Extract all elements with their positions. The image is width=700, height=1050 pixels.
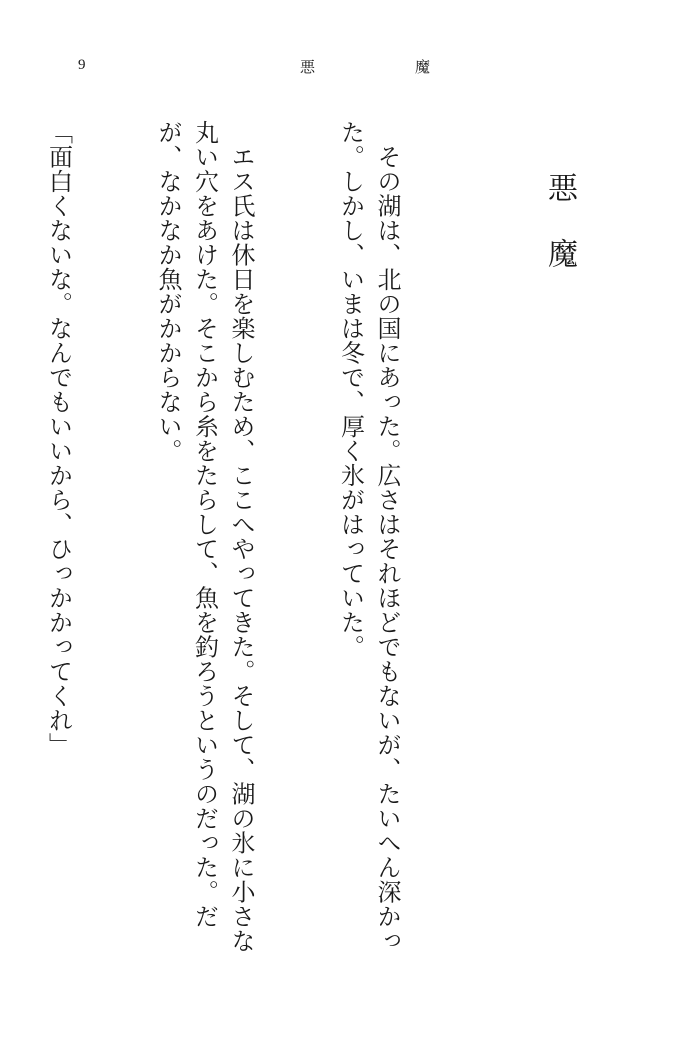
paragraph-3: 「面白くないな。なんでもいいから、ひっかかってくれ」	[44, 120, 73, 757]
body-text	[0, 120, 478, 975]
paragraph-2: エス氏は休日を楽しむため、ここへやってきた。そして、湖の氷に小さな丸い穴をあけた。そこから糸をたらして、魚を釣ろうというのだった。だが、なかなか魚がかからない。	[154, 120, 255, 953]
paragraph-1: その湖は、北の国にあった。広さはそれほどでもないが、たいへん深かった。しかし、いまは冬で、厚く氷がはっていた。	[336, 120, 401, 953]
running-title-char-1: 悪	[300, 58, 316, 76]
story-title: 悪魔	[542, 172, 577, 304]
running-header	[300, 60, 430, 75]
page-number: 9	[78, 57, 86, 73]
running-title-char-2: 魔	[414, 58, 430, 76]
